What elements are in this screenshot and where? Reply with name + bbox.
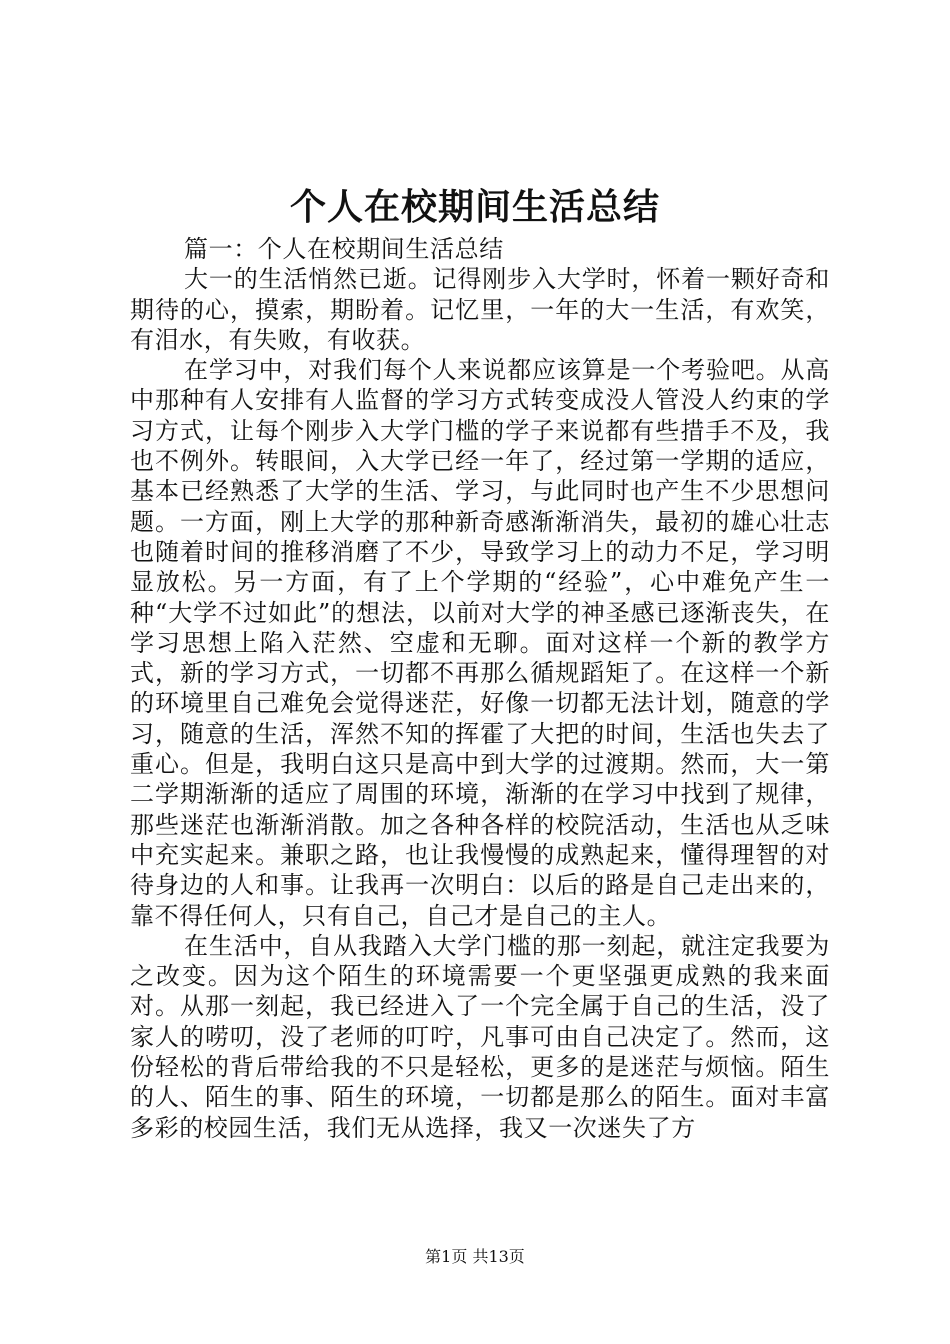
paragraph-life: 在生活中，自从我踏入大学门槛的那一刻起，就注定我要为之改变。因为这个陌生的环境需要一个更坚强更成熟的我来面对。从那一刻起，我已经进入了一个完全属于自己的生活，没了家人的唠叨，没了老师的叮咛，凡事可由自己决定了。然而，这份轻松的背后带给我的不只是轻松，更多的是迷茫与烦恼。陌生的人、陌生的事、陌生的环境，一切都是那么的陌生。面对丰富多彩的校园生活，我们无从选择，我又一次迷失了方 xyxy=(130,931,830,1142)
document-title: 个人在校期间生活总结 xyxy=(289,186,660,228)
document-body xyxy=(130,234,830,1143)
paragraph-heading: 篇一：个人在校期间生活总结 xyxy=(184,235,504,263)
paragraph-intro: 大一的生活悄然已逝。记得刚步入大学时，怀着一颗好奇和期待的心，摸索，期盼着。记忆里，一年的大一生活，有欢笑，有泪水，有失败，有收获。 xyxy=(130,265,830,354)
paragraph-study: 在学习中，对我们每个人来说都应该算是一个考验吧。从高中那种有人安排有人监督的学习方式转变成没人管没人约束的学习方式，让每个刚步入大学门槛的学子来说都有些措手不及，我也不例外。转眼间，入大学已经一年了，经过第一学期的适应，基本已经熟悉了大学的生活、学习，与此同时也产生不少思想问题。一方面，刚上大学的那种新奇感渐渐消失，最初的雄心壮志也随着时间的推移消磨了不少，导致学习上的动力不足，学习明显放松。另一方面，有了上个学期的“经验”，心中难免产生一种“大学不过如此”的想法，以前对大学的神圣感已逐渐丧失，在学习思想上陷入茫然、空虚和无聊。面对这样一个新的教学方式，新的学习方式，一切都不再那么循规蹈矩了。在这样一个新的环境里自己难免会觉得迷茫，好像一切都无法计划，随意的学习，随意的生活，浑然不知的挥霍了大把的时间，生活也失去了重心。但是，我明白这只是高中到大学的过渡期。然而，大一第二学期渐渐的适应了周围的环境，渐渐的在学习中找到了规律，那些迷茫也渐渐消散。加之各种各样的校院活动，生活也从乏味中充实起来。兼职之路，也让我慢慢的成熟起来，懂得理智的对待身边的人和事。让我再一次明白：以后的路是自己走出来的，靠不得任何人，只有自己，自己才是自己的主人。 xyxy=(130,356,830,930)
page-footer: 第1页 共13页 xyxy=(425,1247,525,1266)
